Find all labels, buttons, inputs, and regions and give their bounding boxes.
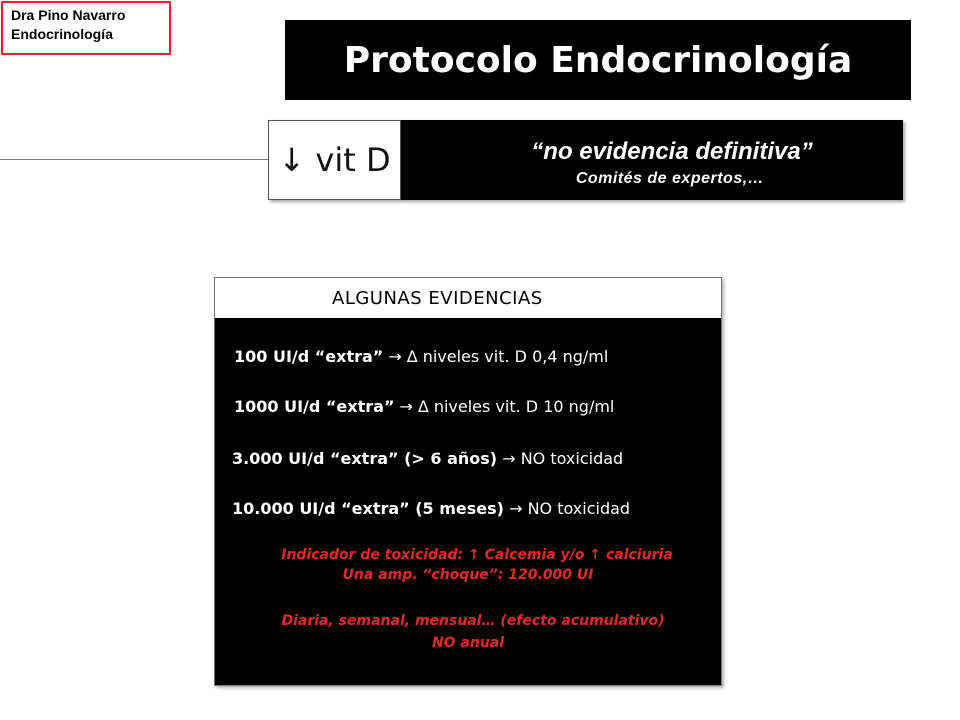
connector-line bbox=[0, 159, 270, 160]
evidence-item bbox=[232, 499, 630, 518]
evidence-item-dose: 1000 UI/d “extra” bbox=[234, 397, 395, 416]
toxicity-note: Indicador de toxicidad: ↑ Calcemia y/o ↑ calciuria bbox=[281, 547, 673, 563]
annual-note: NO anual bbox=[431, 635, 505, 651]
panel-header bbox=[215, 278, 721, 318]
evidence-item-result: → NO toxicidad bbox=[497, 449, 624, 468]
frequency-note: Diaria, semanal, mensual… (efecto acumulativo) bbox=[281, 613, 665, 629]
title-banner bbox=[285, 20, 911, 100]
author-name: Dra Pino Navarro bbox=[11, 7, 126, 23]
evidence-panel bbox=[214, 277, 722, 686]
evidence-item bbox=[234, 397, 614, 416]
author-specialty: Endocrinología bbox=[11, 26, 113, 42]
author-box bbox=[1, 1, 171, 55]
evidence-item-result: → ∆ niveles vit. D 10 ng/ml bbox=[394, 397, 615, 416]
evidence-item-dose: 3.000 UI/d “extra” (> 6 años) bbox=[232, 449, 498, 468]
evidence-box bbox=[401, 120, 903, 200]
evidence-source: Comités de expertos,… bbox=[575, 170, 765, 187]
panel-header-label: ALGUNAS EVIDENCIAS bbox=[332, 287, 543, 309]
page-title: Protocolo Endocrinología bbox=[343, 39, 853, 81]
evidence-item-result: → ∆ niveles vit. D 0,4 ng/ml bbox=[383, 347, 609, 366]
evidence-item bbox=[232, 449, 623, 468]
evidence-item-dose: 10.000 UI/d “extra” (5 meses) bbox=[232, 499, 504, 518]
shock-dose-note: Una amp. “choque”: 120.000 UI bbox=[342, 567, 594, 583]
evidence-quote: “no evidencia definitiva” bbox=[531, 138, 813, 165]
vitd-label: ↓ vit D bbox=[278, 141, 391, 179]
evidence-item bbox=[234, 347, 608, 366]
evidence-item-dose: 100 UI/d “extra” bbox=[234, 347, 384, 366]
vitd-box bbox=[268, 120, 401, 200]
evidence-item-result: → NO toxicidad bbox=[503, 499, 631, 518]
